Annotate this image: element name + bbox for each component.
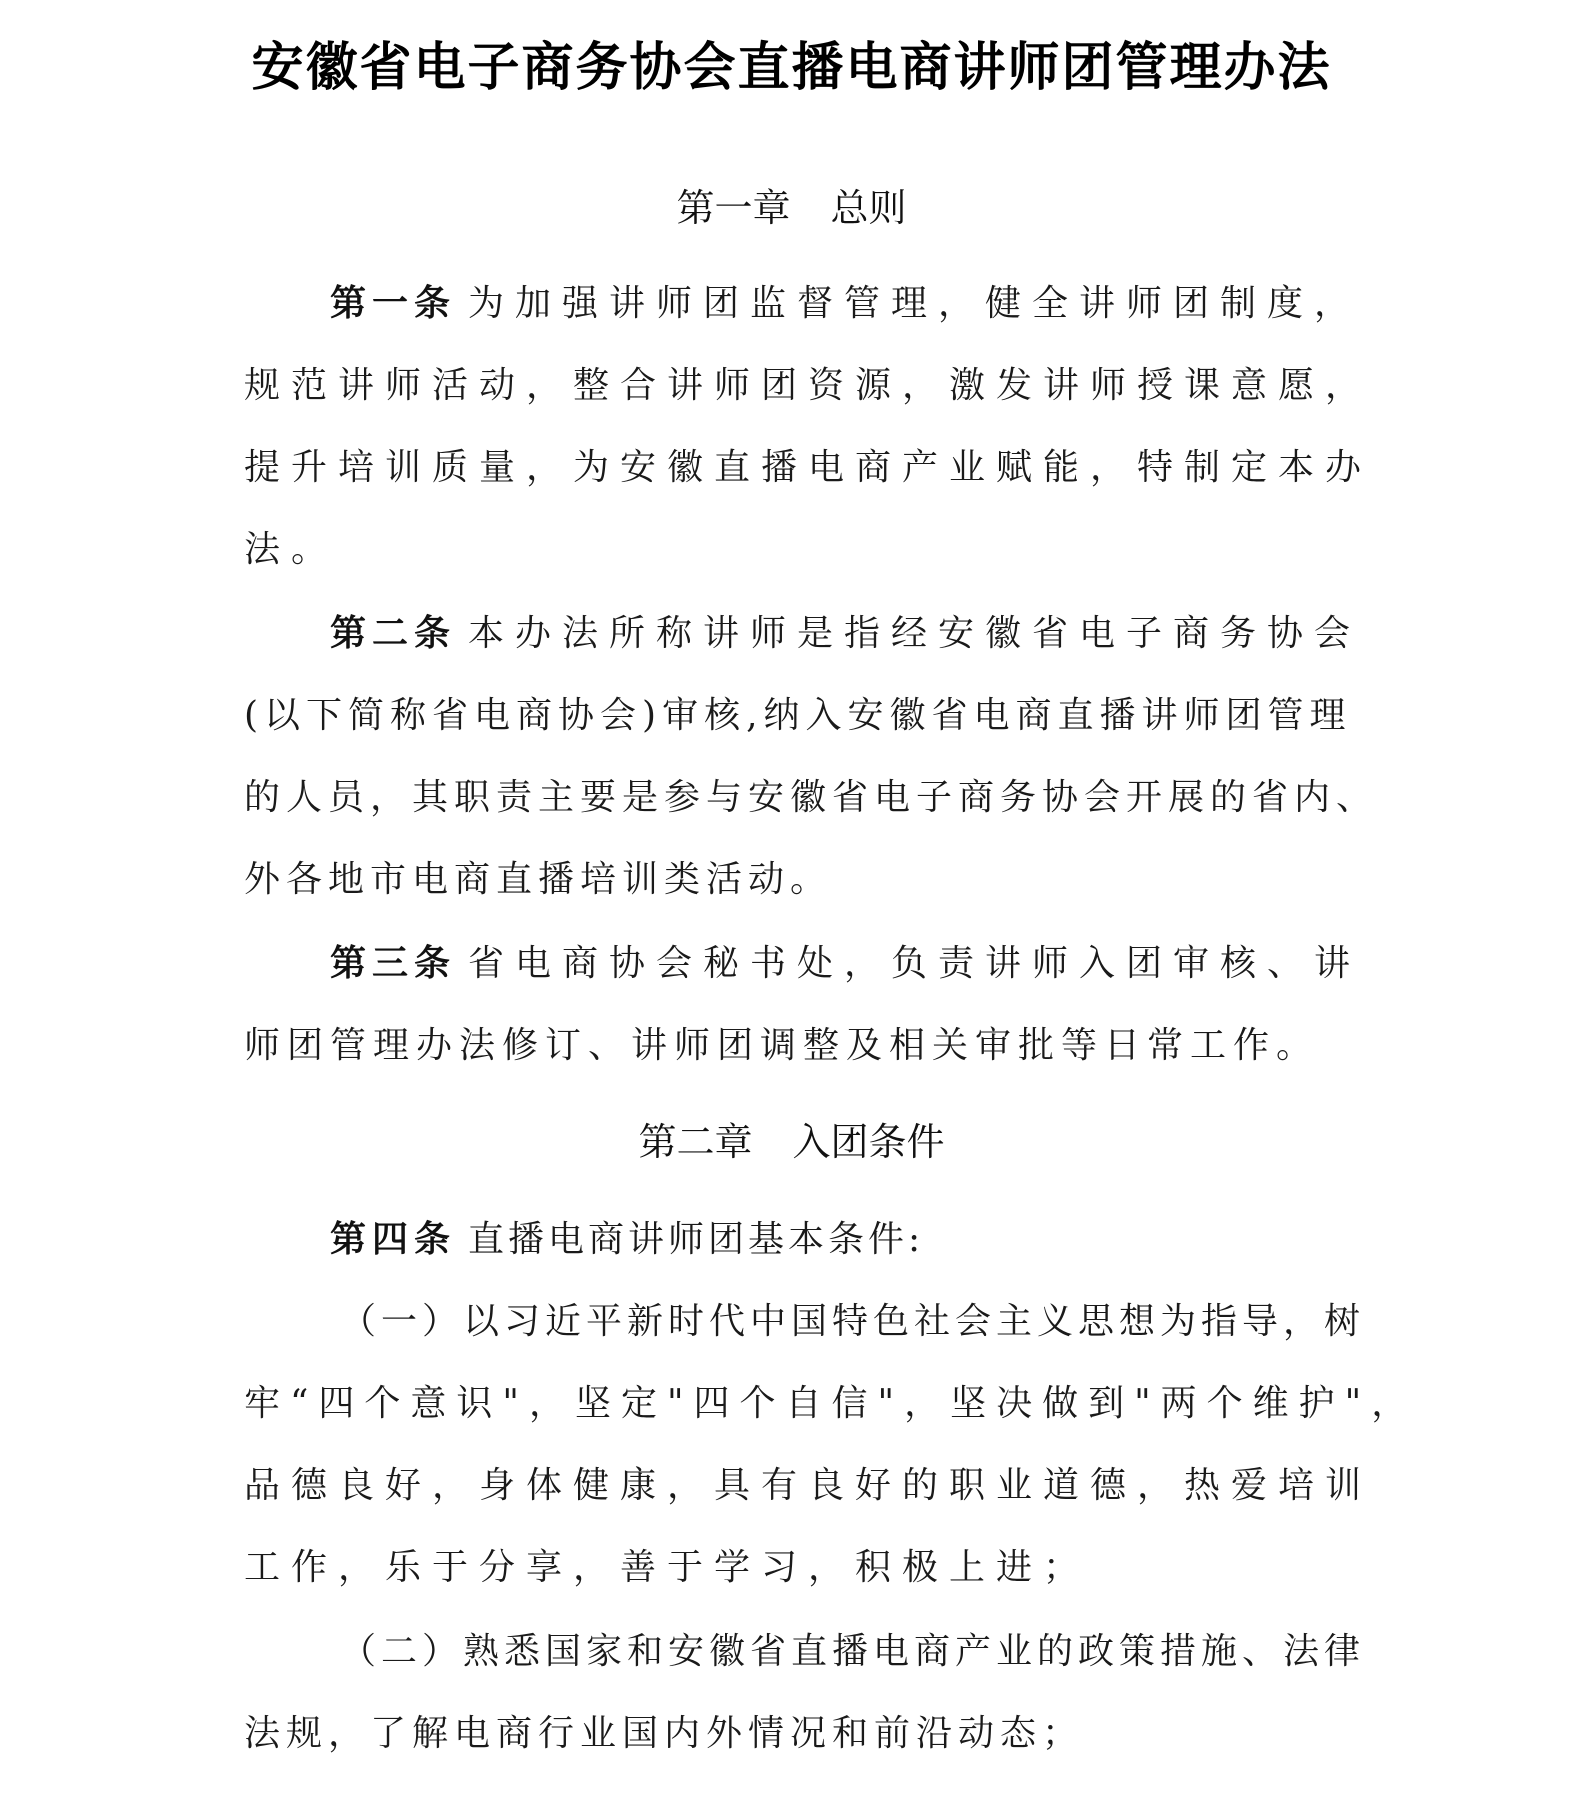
article-label: 第四条 (330, 1219, 457, 1260)
chapter-heading-2 (0, 1112, 1583, 1172)
article-2-line-1 (330, 604, 1362, 664)
article-label: 第二条 (330, 613, 457, 654)
article-text: 本办法所称讲师是指经安徽省电子商务协会 (468, 613, 1362, 654)
article-2-line-2: (以下简称省电商协会)审核,纳入安徽省电商直播讲师团管理 (244, 695, 1352, 736)
article-label: 第三条 (330, 943, 457, 984)
item-1-line-3: 品德良好，身体健康，具有良好的职业道德，热爱培训 (244, 1465, 1373, 1506)
item-1-line-2: 牢“四个意识"，坚定"四个自信"，坚决做到"两个维护"， (244, 1383, 1418, 1424)
item-1-line-4: 工作，乐于分享，善于学习，积极上进； (244, 1547, 1091, 1588)
item-2-line-1: （二）熟悉国家和安徽省直播电商产业的政策措施、法律 (340, 1631, 1366, 1672)
article-text: 直播电商讲师团基本条件: (468, 1219, 925, 1260)
article-text: 省电商协会秘书处，负责讲师入团审核、讲 (468, 943, 1362, 984)
article-text: 为加强讲师团监督管理，健全讲师团制度， (468, 283, 1362, 324)
document-title: 安徽省电子商务协会直播电商讲师团管理办法 (251, 38, 1332, 98)
article-2-line-4: 外各地市电商直播培训类活动。 (244, 859, 833, 900)
item-2-line-2: 法规，了解电商行业国内外情况和前沿动态； (244, 1713, 1085, 1754)
chapter-name: 总则 (830, 186, 907, 230)
article-1-line-4: 法。 (244, 529, 339, 570)
article-4-line-1 (330, 1210, 1334, 1270)
chapter-name: 入团条件 (792, 1120, 945, 1164)
article-2-line-3: 的人员，其职责主要是参与安徽省电子商务协会开展的省内、 (244, 777, 1379, 818)
article-1-line-1 (330, 274, 1362, 334)
item-1-line-1: （一）以习近平新时代中国特色社会主义思想为指导，树 (340, 1301, 1366, 1342)
article-1-line-3: 提升培训质量，为安徽直播电商产业赋能，特制定本办 (244, 447, 1373, 488)
article-label: 第一条 (330, 283, 457, 324)
chapter-heading-1 (0, 178, 1583, 238)
article-1-line-2: 规范讲师活动，整合讲师团资源，激发讲师授课意愿， (244, 365, 1373, 406)
chapter-number: 第一章 (676, 186, 791, 230)
article-3-line-1 (330, 934, 1362, 994)
chapter-number: 第二章 (638, 1120, 753, 1164)
article-3-line-2: 师团管理办法修订、讲师团调整及相关审批等日常工作。 (244, 1025, 1320, 1066)
